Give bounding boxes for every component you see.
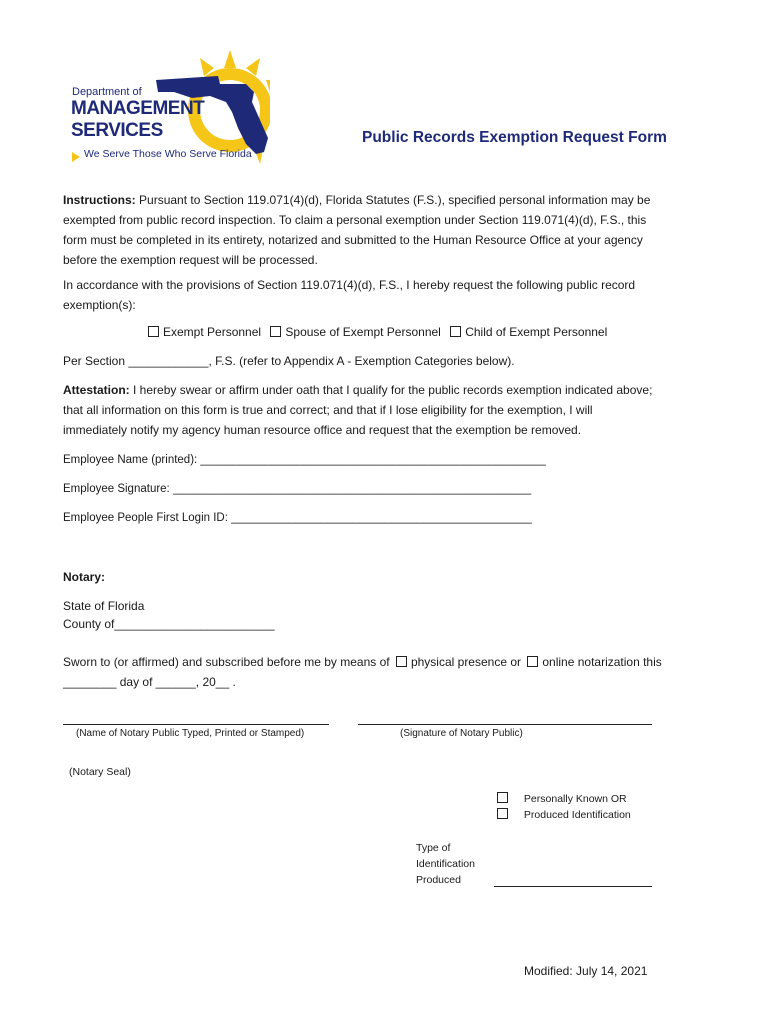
- employee-login-field[interactable]: Employee People First Login ID: _______________________________________________: [63, 512, 532, 524]
- id-type-l2: Identification: [416, 858, 475, 870]
- produced-id-checkbox[interactable]: [497, 808, 508, 819]
- notary-state: State of Florida: [63, 599, 145, 613]
- sworn-date-field[interactable]: ________ day of ______, 20__ .: [63, 675, 236, 689]
- accordance-l1: In accordance with the provisions of Section 119.071(4)(d), F.S., I hereby request the following public record: [63, 278, 636, 292]
- personally-known-label: Personally Known OR: [523, 793, 627, 805]
- child-checkbox[interactable]: [450, 326, 461, 337]
- produced-id-row: [497, 807, 631, 823]
- notary-county-field[interactable]: County of________________________: [63, 617, 275, 631]
- attestation-l2: that all information on this form is true and correct; and that if I lose eligibility for the exemption, I will: [63, 403, 593, 417]
- attestation-l1: I hereby swear or affirm under oath that I qualify for the public records exemption indicated above;: [133, 383, 653, 397]
- spouse-checkbox[interactable]: [270, 326, 281, 337]
- attestation-label: Attestation:: [63, 383, 130, 397]
- physical-presence-label: physical presence or: [410, 655, 522, 669]
- online-notarization-checkbox[interactable]: [527, 656, 538, 667]
- instructions: [63, 190, 723, 270]
- attestation-l3: immediately notify my agency human resource office and request that the exemption be removed.: [63, 423, 582, 437]
- id-type-l1: Type of: [416, 842, 451, 854]
- accordance-l2: exemption(s):: [63, 298, 136, 312]
- spouse-label: Spouse of Exempt Personnel: [285, 325, 441, 339]
- notary-heading: Notary:: [63, 570, 106, 584]
- dms-logo: [60, 40, 270, 170]
- sworn-statement: [63, 652, 662, 672]
- personally-known-checkbox[interactable]: [497, 792, 508, 803]
- instructions-l2: exempted from public record inspection. To claim a personal exemption under Section 119.071(4)(d), F.S., this: [63, 213, 647, 227]
- child-label: Child of Exempt Personnel: [465, 325, 608, 339]
- notary-seal: (Notary Seal): [69, 766, 131, 778]
- employee-signature-field[interactable]: Employee Signature: ________________________________________________________: [63, 483, 532, 495]
- notary-name-line[interactable]: [63, 724, 329, 725]
- id-type-l3: Produced: [416, 874, 461, 886]
- instructions-label: Instructions:: [63, 193, 136, 207]
- exempt-personnel-label: Exempt Personnel: [163, 325, 262, 339]
- attestation: [63, 380, 733, 440]
- accordance: [63, 275, 723, 315]
- instructions-l4: before the exemption request will be processed.: [63, 253, 318, 267]
- physical-presence-checkbox[interactable]: [396, 656, 407, 667]
- logo-line1: MANAGEMENT: [71, 98, 205, 119]
- logo-dept: Department of: [72, 86, 142, 98]
- id-type-label: [416, 840, 475, 888]
- modified-date: Modified: July 14, 2021: [524, 964, 648, 978]
- personally-known-row: [497, 791, 627, 807]
- page-title: Public Records Exemption Request Form: [362, 129, 667, 146]
- online-notarization-label: online notarization this: [542, 655, 662, 669]
- logo-tagline: We Serve Those Who Serve Florida: [84, 148, 252, 160]
- exempt-personnel-checkbox[interactable]: [148, 326, 159, 337]
- instructions-l1: Pursuant to Section 119.071(4)(d), Florida Statutes (F.S.), specified personal information may be: [139, 193, 651, 207]
- per-section[interactable]: Per Section ____________, F.S. (refer to Appendix A - Exemption Categories below).: [63, 354, 515, 368]
- sworn-text: Sworn to (or affirmed) and subscribed before me by means of: [63, 655, 390, 669]
- exemption-options: [148, 322, 607, 342]
- notary-signature-caption: (Signature of Notary Public): [400, 728, 523, 739]
- notary-name-caption: (Name of Notary Public Typed, Printed or Stamped): [76, 728, 305, 739]
- produced-id-label: Produced Identification: [523, 809, 631, 821]
- notary-signature-line[interactable]: [358, 724, 652, 725]
- employee-name-field[interactable]: Employee Name (printed): ______________________________________________________: [63, 454, 546, 466]
- logo-line2: SERVICES: [71, 120, 163, 141]
- id-type-line[interactable]: [494, 886, 652, 887]
- instructions-l3: form must be completed in its entirety, notarized and submitted to the Human Resource Office at your agency: [63, 233, 643, 247]
